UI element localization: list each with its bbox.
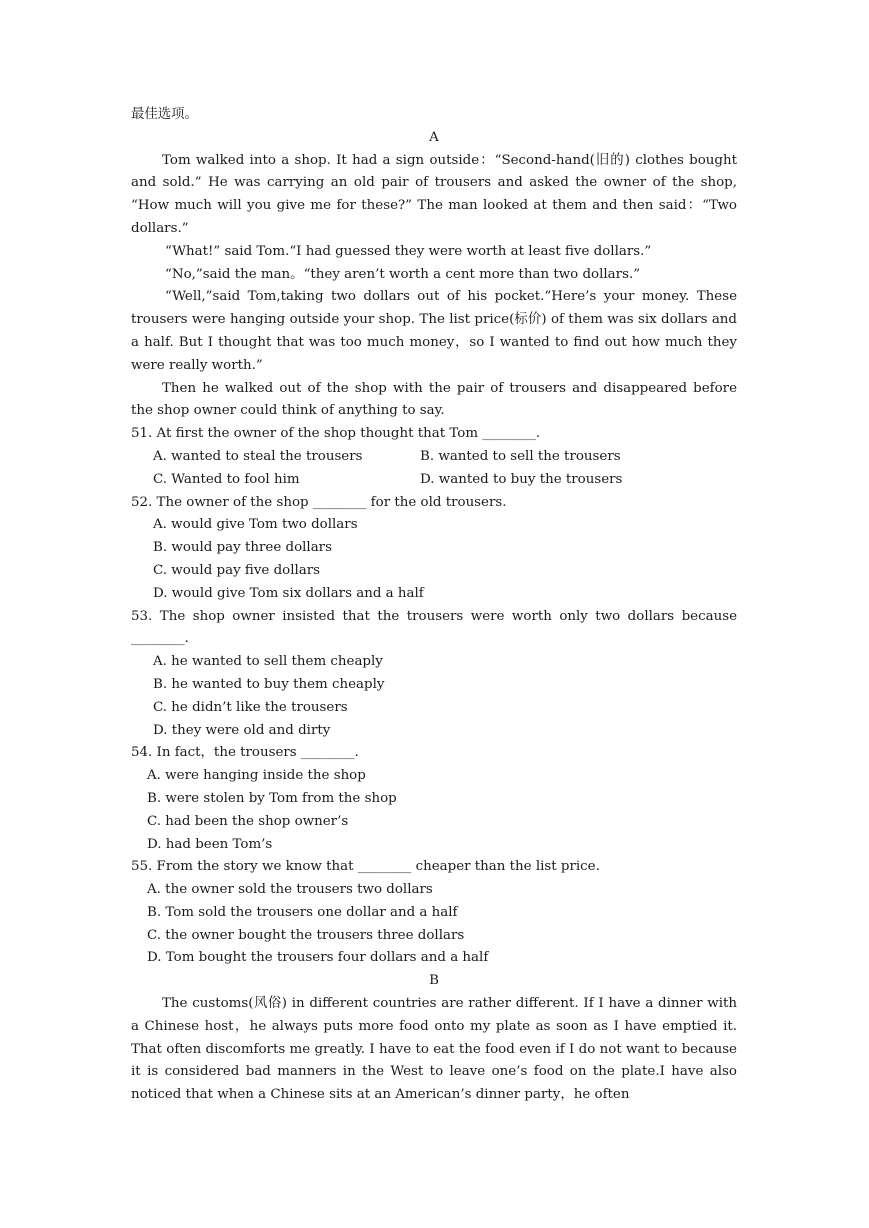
question-52-option-b: B. would pay three dollars xyxy=(153,540,332,556)
question-52-option-c: C. would pay five dollars xyxy=(153,562,321,578)
passage-a-paragraph-3: “No,”said the man。“they aren’t worth a cent more than two dollars.” xyxy=(165,266,641,282)
question-53-option-a: A. he wanted to sell them cheaply xyxy=(153,654,383,670)
question-52-option-d: D. would give Tom six dollars and a half xyxy=(153,585,424,601)
passage-a-paragraph-1: Tom walked into a shop. It had a sign outside：“Second-hand(旧的) clothes bought and sold.” He was carrying an old pair of trousers and asked the owner of the shop, “How much will you give me for these?” The man looked at them and then said：“Two dollars.” xyxy=(131,152,737,236)
question-51-options-row-1 xyxy=(131,446,737,469)
question-53-option-c: C. he didn’t like the trousers xyxy=(153,699,348,715)
question-54-option-d: D. had been Tom’s xyxy=(147,836,273,852)
question-51-stem: 51. At first the owner of the shop thought that Tom ________. xyxy=(131,426,541,442)
question-55-option-a: A. the owner sold the trousers two dollars xyxy=(147,882,433,898)
question-54-option-c: C. had been the shop owner’s xyxy=(147,813,349,829)
passage-a-heading: A xyxy=(429,129,439,145)
passage-a-paragraph-5: Then he walked out of the shop with the pair of trousers and disappeared before the shop owner could think of anything to say. xyxy=(131,380,737,419)
question-54-option-b: B. were stolen by Tom from the shop xyxy=(147,790,397,806)
question-52-option-a: A. would give Tom two dollars xyxy=(153,517,358,533)
question-55-option-c: C. the owner bought the trousers three dollars xyxy=(147,927,465,943)
question-51-option-a: A. wanted to steal the trousers xyxy=(153,448,363,464)
question-51-options-row-2 xyxy=(131,469,737,492)
document-page xyxy=(131,104,737,1107)
question-54-option-a: A. were hanging inside the shop xyxy=(147,768,366,784)
passage-a-paragraph-4: “Well,”said Tom,taking two dollars out of his pocket.“Here’s your money. These trousers were hanging outside your shop. The list price(标价) of them was six dollars and a half. But I thought that was too much money，so I wanted to find out how much they were really worth.” xyxy=(131,289,737,373)
question-51-option-d: D. wanted to buy the trousers xyxy=(420,471,623,487)
intro-text: 最佳选项。 xyxy=(131,107,198,122)
question-53-stem: 53. The shop owner insisted that the trousers were worth only two dollars because ________. xyxy=(131,608,737,647)
passage-b-paragraph-1: The customs(风俗) in different countries are rather different. If I have a dinner with a Chinese host，he always puts more food onto my plate as soon as I have emptied it. That often discomforts me greatly. I have to eat the food even if I do not want to because it is considered bad manners in the West to leave one’s food on the plate.I have also noticed that when a Chinese sits at an American’s dinner party，he often xyxy=(131,996,737,1103)
question-54-stem: 54. In fact，the trousers ________. xyxy=(131,745,359,761)
passage-b-heading: B xyxy=(429,973,439,989)
question-52-stem: 52. The owner of the shop ________ for the old trousers. xyxy=(131,494,507,510)
question-53-option-b: B. he wanted to buy them cheaply xyxy=(153,676,385,692)
question-55-option-d: D. Tom bought the trousers four dollars and a half xyxy=(147,950,489,966)
question-55-option-b: B. Tom sold the trousers one dollar and a half xyxy=(147,904,458,920)
passage-a-paragraph-2: “What!” said Tom.“I had guessed they were worth at least five dollars.” xyxy=(165,243,652,259)
question-53-option-d: D. they were old and dirty xyxy=(153,722,331,738)
question-51-option-c: C. Wanted to fool him xyxy=(153,471,300,487)
question-51-option-b: B. wanted to sell the trousers xyxy=(420,448,621,464)
question-55-stem: 55. From the story we know that ________ cheaper than the list price. xyxy=(131,859,600,875)
